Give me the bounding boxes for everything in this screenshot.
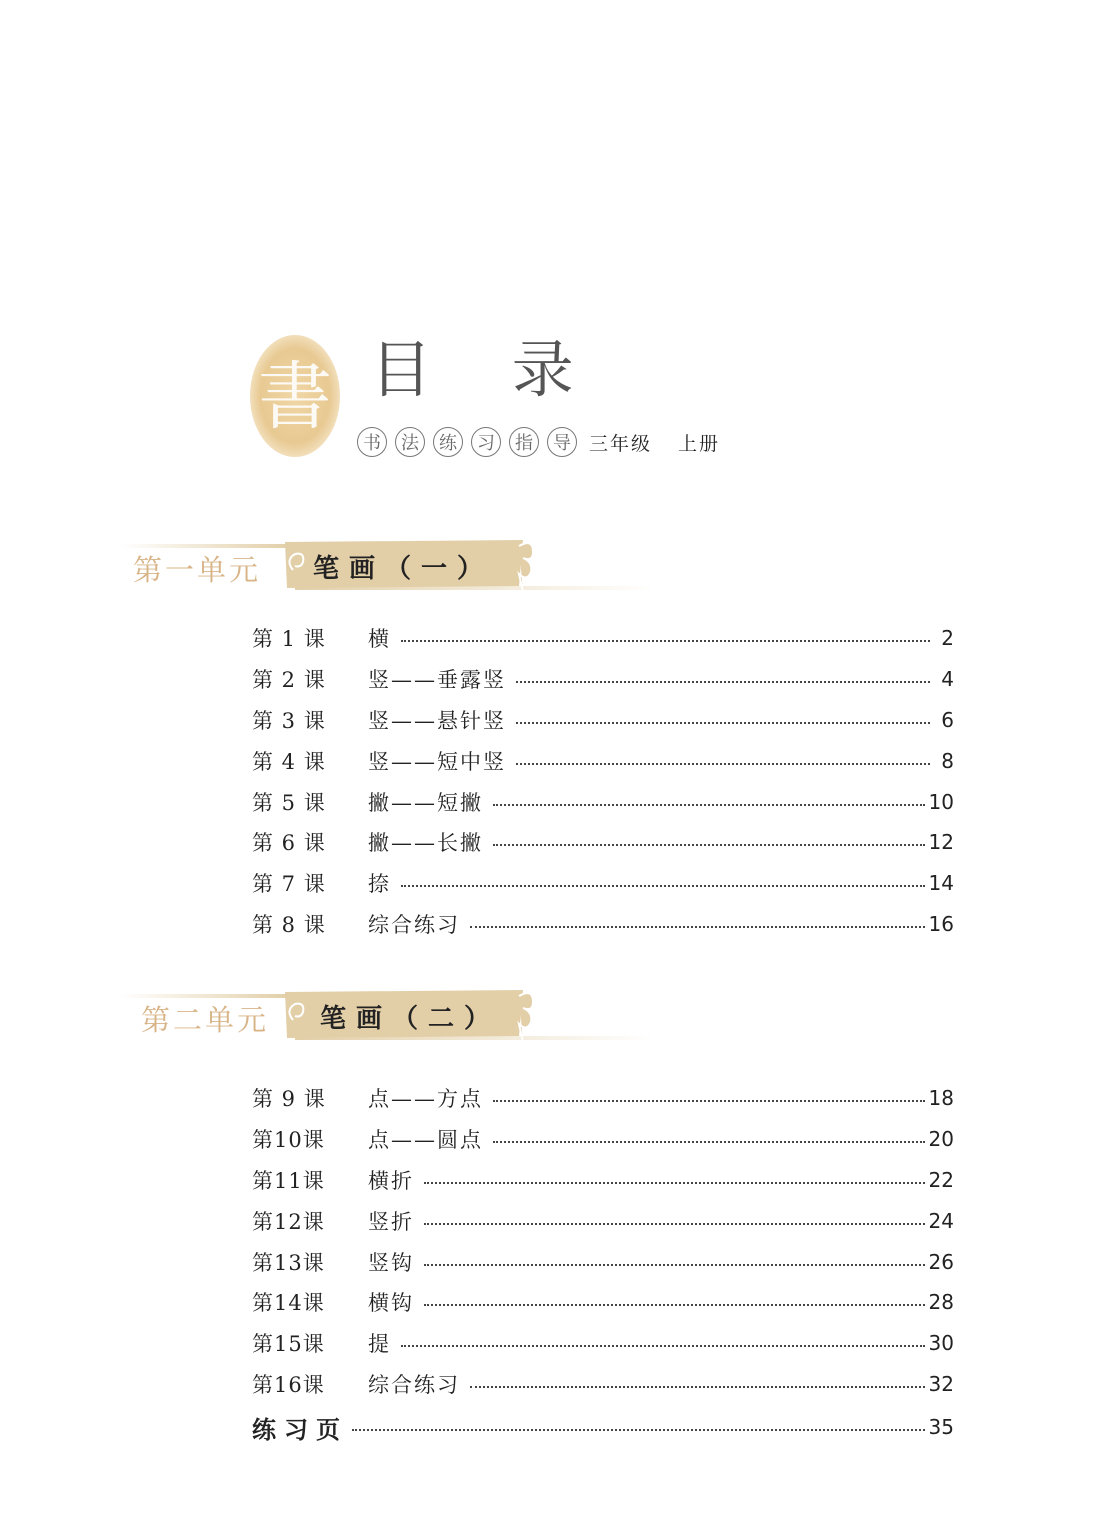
toc-row[interactable]	[252, 1364, 954, 1405]
page-number: 14	[928, 871, 954, 896]
unit-2-lesson-list	[252, 1078, 954, 1450]
grade-label: 三年级	[589, 432, 653, 455]
dot-leader	[493, 804, 925, 806]
page-number: 22	[928, 1167, 954, 1192]
dot-leader	[493, 1141, 925, 1143]
dot-leader	[516, 681, 930, 683]
lesson-title: 点——方点	[368, 1087, 483, 1112]
dot-leader	[424, 1264, 925, 1266]
lesson-title: 横	[368, 627, 391, 652]
lesson-title: 撇——短撇	[368, 790, 483, 815]
dot-leader	[470, 1386, 925, 1388]
toc-row-practice[interactable]	[252, 1404, 954, 1450]
lesson-number: 第 1 课	[252, 627, 326, 652]
dot-leader	[352, 1429, 925, 1431]
toc-row[interactable]	[252, 700, 954, 741]
page-title: 目 录	[370, 333, 604, 406]
lesson-number: 第14课	[252, 1291, 325, 1316]
lesson-number: 第 2 课	[252, 668, 326, 693]
lesson-title: 竖钩	[368, 1250, 414, 1275]
lesson-number: 第 9 课	[252, 1087, 326, 1112]
dot-leader	[493, 1100, 925, 1102]
lesson-number: 第10课	[252, 1128, 325, 1153]
dot-leader	[424, 1304, 925, 1306]
lesson-number: 第 8 课	[252, 912, 326, 937]
page-number: 35	[928, 1415, 954, 1440]
page-number: 26	[928, 1249, 954, 1274]
series-char: 指	[509, 427, 539, 457]
lesson-number: 第15课	[252, 1332, 325, 1357]
lesson-number: 第 5 课	[252, 790, 326, 815]
unit-1-lesson-list	[252, 618, 954, 944]
toc-row[interactable]	[252, 1078, 954, 1119]
series-char: 练	[433, 427, 463, 457]
lesson-number: 第11课	[252, 1168, 325, 1193]
page-number: 6	[941, 707, 954, 732]
unit-label: 第二单元	[141, 1003, 270, 1037]
series-char: 习	[471, 427, 501, 457]
lesson-title: 横折	[368, 1168, 414, 1193]
lesson-number: 第12课	[252, 1209, 325, 1234]
toc-row[interactable]	[252, 1323, 954, 1364]
toc-row[interactable]	[252, 659, 954, 700]
dot-leader	[424, 1182, 925, 1184]
unit-title: 笔画（二）	[320, 1004, 501, 1034]
series-char: 书	[357, 427, 387, 457]
page-number: 4	[941, 667, 954, 692]
dot-leader	[470, 926, 925, 928]
lesson-number: 第 7 课	[252, 872, 326, 897]
page-number: 16	[928, 911, 954, 936]
volume-label: 上册	[678, 432, 721, 455]
toc-row[interactable]	[252, 1200, 954, 1241]
toc-row[interactable]	[252, 904, 954, 945]
toc-row[interactable]	[252, 1282, 954, 1323]
page-number: 20	[928, 1127, 954, 1152]
lesson-title: 竖折	[368, 1209, 414, 1234]
lesson-title: 捺	[368, 872, 391, 897]
lesson-title: 撇——长撇	[368, 831, 483, 856]
series-char: 法	[395, 427, 425, 457]
dot-leader	[493, 844, 925, 846]
toc-row[interactable]	[252, 1160, 954, 1201]
page-number: 24	[928, 1208, 954, 1233]
page-number: 18	[928, 1086, 954, 1111]
lesson-number: 第 3 课	[252, 708, 326, 733]
toc-row[interactable]	[252, 781, 954, 822]
page-number: 8	[941, 748, 954, 773]
lesson-title: 点——圆点	[368, 1128, 483, 1153]
calligraphy-seal-icon	[249, 334, 341, 458]
lesson-title: 综合练习	[368, 1372, 460, 1397]
toc-row[interactable]	[252, 618, 954, 659]
lesson-title: 横钩	[368, 1291, 414, 1316]
page-number: 10	[928, 789, 954, 814]
toc-row[interactable]	[252, 863, 954, 904]
lesson-number: 第13课	[252, 1250, 325, 1275]
lesson-title: 提	[368, 1332, 391, 1357]
lesson-title: 综合练习	[368, 912, 460, 937]
lesson-title: 竖——短中竖	[368, 749, 506, 774]
toc-row[interactable]	[252, 822, 954, 863]
lesson-number: 第16课	[252, 1372, 325, 1397]
page-number: 2	[941, 626, 954, 651]
dot-leader	[401, 640, 930, 642]
dot-leader	[401, 885, 925, 887]
dot-leader	[424, 1223, 925, 1225]
page-number: 32	[928, 1371, 954, 1396]
toc-row[interactable]	[252, 1241, 954, 1282]
practice-title: 练习页	[252, 1414, 348, 1444]
series-char: 导	[547, 427, 577, 457]
unit-banner-1	[115, 536, 675, 598]
dot-leader	[516, 722, 930, 724]
lesson-title: 竖——悬针竖	[368, 708, 506, 733]
dot-leader	[516, 763, 930, 765]
toc-row[interactable]	[252, 740, 954, 781]
lesson-number: 第 6 课	[252, 831, 326, 856]
lesson-title: 竖——垂露竖	[368, 668, 506, 693]
toc-row[interactable]	[252, 1119, 954, 1160]
dot-leader	[401, 1345, 925, 1347]
lesson-number: 第 4 课	[252, 749, 326, 774]
unit-label: 第一单元	[133, 553, 262, 587]
page-number: 30	[928, 1331, 954, 1356]
seal-glyph: 書	[258, 354, 332, 440]
page-number: 12	[928, 830, 954, 855]
book-series-row	[357, 424, 720, 460]
page-number: 28	[928, 1290, 954, 1315]
unit-title: 笔画（一）	[313, 554, 494, 584]
unit-banner-2	[115, 986, 675, 1048]
